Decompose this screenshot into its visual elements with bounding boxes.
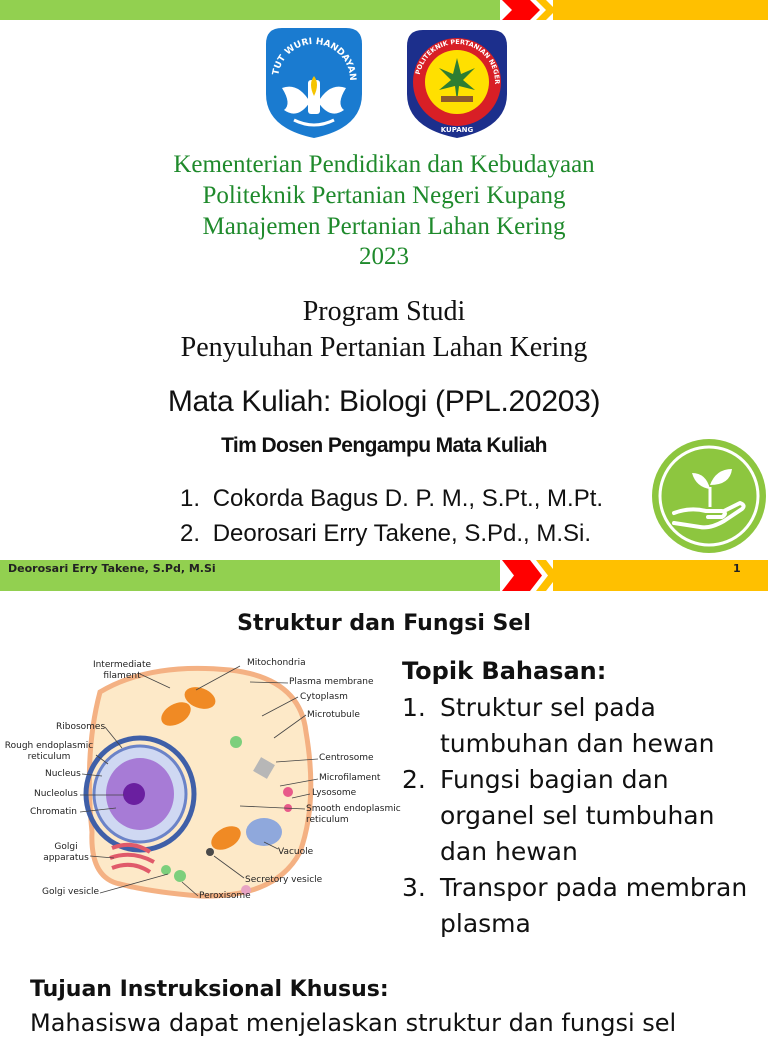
list-item: [402, 762, 768, 870]
svg-text:POLITEKNIK PERTANIAN NEGERI: POLITEKNIK PERTANIAN NEGER: [413, 37, 502, 85]
institution-year: 2023: [359, 243, 409, 270]
lecturer-number: 2.: [180, 520, 201, 547]
lecturer-number: 1.: [180, 485, 201, 512]
svg-text:TUT WURI HANDAYANI: TUT WURI HANDAYAN: [271, 36, 358, 82]
topic-text: [440, 762, 714, 870]
lecturer-1: [180, 484, 603, 514]
label-peroxisome: Peroxisome: [199, 891, 251, 901]
lecturer-2: [180, 519, 591, 549]
topic-number: 3.: [402, 873, 426, 902]
label-mitochondria: Mitochondria: [247, 658, 306, 668]
label-plasma-membrane: Plasma membrane: [289, 677, 374, 687]
label-ribosomes: Ribosomes: [56, 722, 106, 732]
institution-line-1: Kementerian Pendidikan dan Kebudayaan: [173, 151, 595, 178]
plant-hand-icon: [650, 437, 768, 559]
topic-text: [440, 870, 747, 942]
label-centrosome: Centrosome: [319, 753, 374, 763]
program-label: Program Studi: [302, 296, 466, 327]
label-cytoplasm: Cytoplasm: [300, 692, 348, 702]
label-chromatin: Chromatin: [30, 807, 78, 817]
topic-number: 1.: [402, 693, 426, 722]
red-chevron-icon: [496, 0, 558, 20]
list-item: [402, 870, 768, 942]
svg-text:KUPANG: KUPANG: [440, 126, 474, 134]
footer-bar: [0, 560, 768, 591]
footer-author: Deorosari Erry Takene, S.Pd, M.Si: [8, 562, 216, 575]
topic-list: [402, 690, 768, 942]
red-chevron-icon: [496, 560, 558, 591]
label-golgi-vesicle: Golgi vesicle: [42, 887, 100, 897]
topic-line: tumbuhan dan hewan: [440, 729, 715, 758]
politani-kupang-logo: [397, 24, 517, 142]
label-rough-er: Rough endoplasmic reticulum: [4, 741, 94, 762]
course-title: Mata Kuliah: Biologi (PPL.20203): [167, 385, 601, 418]
label-nucleus: Nucleus: [45, 769, 81, 779]
topic-line: plasma: [440, 909, 531, 938]
topic-line: Struktur sel pada: [440, 693, 656, 722]
lecturer-name: Cokorda Bagus D. P. M., S.Pt., M.Pt.: [212, 485, 604, 512]
topic-line: organel sel tumbuhan: [440, 801, 715, 830]
team-heading: Tim Dosen Pengampu Mata Kuliah: [221, 434, 547, 457]
objective-heading: Tujuan Instruksional Khusus:: [30, 977, 389, 1002]
page-number: 1: [733, 562, 741, 575]
topic-line: Transpor pada membran: [440, 873, 748, 902]
label-nucleolus: Nucleolus: [34, 789, 78, 799]
top-ribbon: [0, 0, 768, 20]
lecturer-name: Deorosari Erry Takene, S.Pd., M.Si.: [212, 520, 592, 547]
label-secretory-vesicle: Secretory vesicle: [245, 875, 323, 885]
topic-line: Fungsi bagian dan: [440, 765, 669, 794]
topic-heading: Topik Bahasan:: [402, 657, 607, 685]
list-item: [402, 690, 768, 762]
objective-text: Mahasiswa dapat menjelaskan struktur dan fungsi sel: [30, 1009, 677, 1037]
label-microfilament: Microfilament: [319, 773, 381, 783]
program-name: Penyuluhan Pertanian Lahan Kering: [180, 332, 588, 363]
label-lysosome: Lysosome: [312, 788, 357, 798]
label-golgi-apparatus: Golgi apparatus: [43, 842, 89, 863]
slide-title: Struktur dan Fungsi Sel: [237, 611, 531, 636]
label-smooth-er: Smooth endoplasmic reticulum: [306, 804, 401, 825]
label-vacuole: Vacuole: [278, 847, 314, 857]
label-microtubule: Microtubule: [307, 710, 360, 720]
topic-line: dan hewan: [440, 837, 578, 866]
institution-line-2: Politeknik Pertanian Negeri Kupang: [202, 182, 566, 209]
label-intermediate-filament: Intermediate filament: [92, 660, 152, 681]
topic-text: [440, 690, 715, 762]
institution-line-3: Manajemen Pertanian Lahan Kering: [202, 213, 566, 240]
topic-number: 2.: [402, 765, 426, 794]
tut-wuri-handayani-logo: [258, 24, 370, 140]
